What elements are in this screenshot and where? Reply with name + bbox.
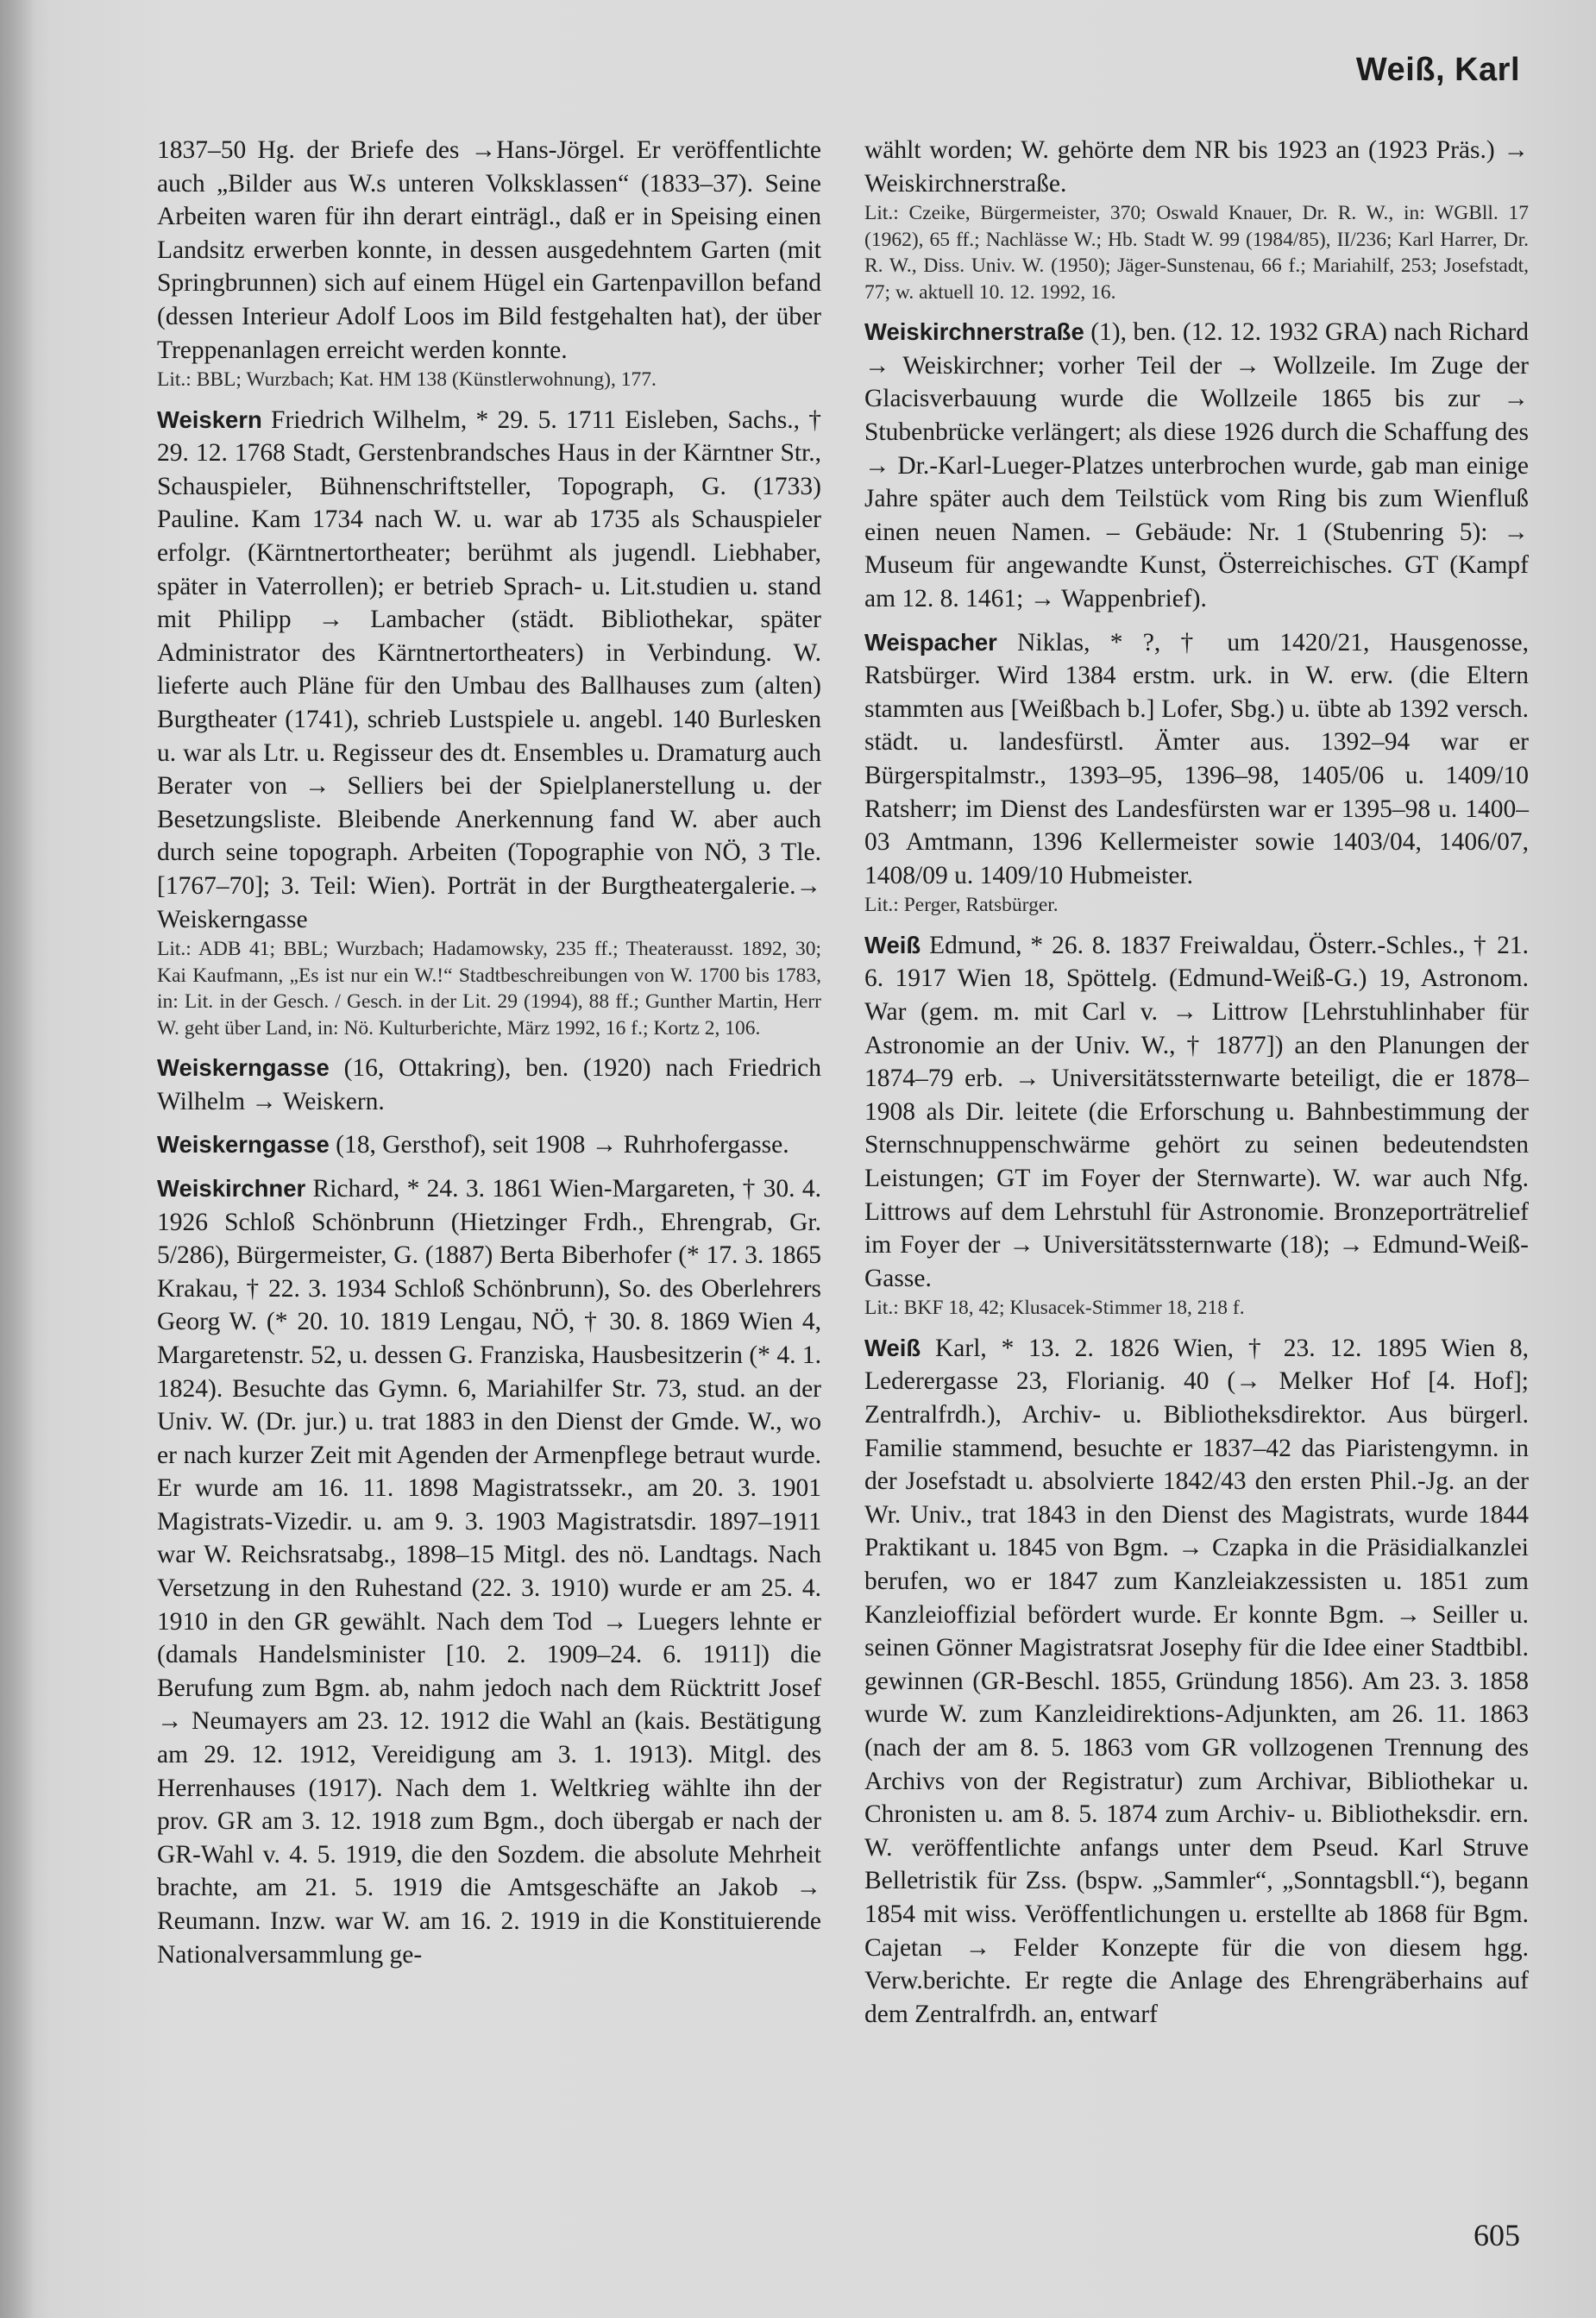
entry-literature: Lit.: ADB 41; BBL; Wurzbach; Hadamowsky, 235 ff.; Theaterausst. 1892, 30; Kai Kaufmann, „Es ist nur ein W.!“ Stadtbeschreibungen von W. 1700 bis 1783, in: Lit. in der Gesch. / Gesch. in der Lit. 29 (1994), 88 ff.; Gunther Martin, Herr W. geht über Land, in: Nö. Kulturberichte, März 1992, 16 f.; Kortz 2, 106. bbox=[157, 938, 821, 1040]
entry-lemma: Weiskerngasse bbox=[157, 1054, 330, 1082]
entry-lemma: Weiß bbox=[864, 1334, 921, 1361]
entry-weiss-karl bbox=[864, 1332, 1529, 2031]
entry-continuation-right bbox=[864, 134, 1529, 305]
entry-literature: Lit.: BBL; Wurzbach; Kat. HM 138 (Künstlerwohnung), 177. bbox=[157, 368, 657, 392]
entry-text bbox=[157, 1052, 821, 1118]
entry-lemma: Weiskirchner bbox=[157, 1174, 306, 1202]
entry-body: Karl, * 13. 2. 1826 Wien, † 23. 12. 1895 Wien 8, Lederergasse 23, Florianig. 40 (→ Melker Hof [4. Hof]; Zentralfrdh.), Archiv- u. Bibliotheksdirektor. Aus bürgerl. Familie stammend, besuchte er 1837–42 das Piaristengymn. in der Josefstadt u. absolvierte 1842/43 den ersten Phil.-Jg. an der Wr. Univ., trat 1843 in den Dienst des Magistrats, wurde 1844 Praktikant u. 1845 von Bgm. → Czapka in die Präsidialkanzlei berufen, wo er 1847 zum Kanzleiakzessisten u. 1851 zum Kanzleioffizial befördert wurde. Er konnte Bgm. → Seiller u. seinen Gönner Magistratsrat Josephy für die Idee einer Stadtbibl. gewinnen (GR-Beschl. 1855, Gründung 1856). Am 23. 3. 1858 wurde W. zum Kanzleidirektions-Adjunkten, am 26. 11. 1863 (nach der am 8. 5. 1863 vom GR vollzogenen Trennung des Archivs von der Registratur) zum Archivar, Bibliothekar u. Chronisten u. am 8. 5. 1874 zum Archiv- u. Bibliotheksdir. ern. W. veröffentlichte anfangs unter dem Pseud. Karl Struve Belletristik für Zss. (bspw. „Sammler“, „Sonntagsbll.“), begann 1854 mit wiss. Veröffentlichungen u. erstellte ab 1868 für Bgm. Cajetan → Felder Konzepte für die von diesem hgg. Verw.berichte. Er regte die Anlage des Ehrengräberhains auf dem Zentralfrdh. an, entwarf bbox=[864, 1334, 1529, 2028]
entry-body: (1), ben. (12. 12. 1932 GRA) nach Richard → Weiskirchner; vorher Teil der → Wollzeile. Im Zuge der Glacisverbauung wurde die Wollzeile 1865 bis zur → Stubenbrücke verlängert; als diese 1926 durch die Schaffung des → Dr.-Karl-Lueger-Platzes unterbrochen wurde, gab man einige Jahre später auch dem Teilstück vom Ring bis zum Wienfluß einen neuen Namen. – Gebäude: Nr. 1 (Stubenring 5): → Museum für angewandte Kunst, Österreichisches. GT (Kampf am 12. 8. 1461; → Wappenbrief). bbox=[864, 318, 1529, 612]
left-column bbox=[157, 134, 821, 1982]
entry-weiss-edmund bbox=[864, 929, 1529, 1322]
entry-literature: Lit.: Czeike, Bürgermeister, 370; Oswald Knauer, Dr. R. W., in: WGBll. 17 (1962), 65 ff.; Nachlässe W.; Hb. Stadt W. 99 (1984/85), II/236; Karl Harrer, Dr. R. W., Diss. Univ. W. (1950); Jäger-Sunstenau, 66 f.; Mariahilf, 253; Josefstadt, 77; w. aktuell 10. 12. 1992, 16. bbox=[864, 202, 1529, 304]
entry-text bbox=[157, 134, 821, 367]
entry-text bbox=[157, 1172, 821, 1971]
entry-body: 1837–50 Hg. der Briefe des →Hans-Jörgel. Er veröffentlichte auch „Bilder aus W.s unteren Volksklassen“ (1833–37). Seine Arbeiten waren für ihn derart einträgl., daß er in Speising einen Landsitz erwerben konnte, in dessen ausgedehntem Garten (mit Springbrunnen) sich auf einem Hügel ein Gartenpavillon befand (dessen Interieur Adolf Loos im Bild festgehalten hat), der über Treppenanlagen erreicht werden konnte. bbox=[157, 136, 821, 364]
entry-text bbox=[864, 626, 1529, 893]
entry-literature: Lit.: Perger, Ratsbürger. bbox=[864, 894, 1059, 917]
entry-text bbox=[157, 404, 821, 937]
entry-text bbox=[864, 1332, 1529, 2031]
entry-weiskirchnerstrasse bbox=[864, 316, 1529, 615]
running-head: Weiß, Karl bbox=[1355, 52, 1520, 88]
page-number: 605 bbox=[1473, 2218, 1520, 2252]
entry-text bbox=[864, 316, 1529, 615]
entry-lemma: Weiskirchnerstraße bbox=[864, 318, 1084, 346]
entry-body: wählt worden; W. gehörte dem NR bis 1923 an (1923 Präs.) → Weiskirchnerstraße. bbox=[864, 136, 1529, 198]
entry-continuation-left bbox=[157, 134, 821, 393]
entry-weispacher bbox=[864, 626, 1529, 919]
entry-body: Edmund, * 26. 8. 1837 Freiwaldau, Österr.-Schles., † 21. 6. 1917 Wien 18, Spöttelg. (Edmund-Weiß-G.) 19, Astronom. War (gem. m. mit Carl v. → Littrow [Lehrstuhlinhaber für Astronomie an der Univ. W., † 1877]) an den Planungen der 1874–79 erb. → Universitätssternwarte beteiligt, die er 1878–1908 als Dir. leitete (die Erforschung u. Bahnbestimmung der Sternschnuppenschwärme gehört zu seinen bedeutendsten Leistungen; GT im Foyer der Sternwarte). W. war auch Nfg. Littrows auf dem Lehrstuhl für Astronomie. Bronzeporträtrelief im Foyer der → Universitätssternwarte (18); → Edmund-Weiß-Gasse. bbox=[864, 931, 1529, 1292]
gutter-shadow bbox=[0, 0, 35, 2318]
entry-body: Richard, * 24. 3. 1861 Wien-Margareten, † 30. 4. 1926 Schloß Schönbrunn (Hietzinger Frdh., Ehrengrab, Gr. 5/286), Bürgermeister, G. (1887) Berta Biberhofer (* 17. 3. 1865 Krakau, † 22. 3. 1934 Schloß Schönbrunn), So. des Oberlehrers Georg W. (* 20. 10. 1819 Lengau, NÖ, † 30. 8. 1869 Wien 4, Margaretenstr. 52, u. dessen G. Franziska, Hausbesitzerin (* 4. 1. 1824). Besuchte das Gymn. 6, Mariahilfer Str. 73, stud. an der Univ. W. (Dr. jur.) u. trat 1883 in den Dienst der Gmde. W., wo er nach kurzer Zeit mit Agenden der Armenpflege betraut wurde. Er wurde am 16. 11. 1898 Magistratssekr., am 20. 3. 1901 Magistrats-Vizedir. u. am 9. 3. 1903 Magistratsdir. 1897–1911 war W. Reichsratsabg., 1898–15 Mitgl. des nö. Landtags. Nach Versetzung in den Ruhestand (22. 3. 1910) wurde er am 25. 4. 1910 in den GR gewählt. Nach dem Tod → Luegers lehnte er (damals Handelsminister [10. 2. 1909–24. 6. 1911]) die Berufung zum Bgm. ab, nahm jedoch nach dem Rücktritt Josef → Neumayers am 23. 12. 1912 die Wahl an (kais. Bestätigung am 29. 12. 1912, Vereidigung am 3. 1. 1913). Mitgl. des Herrenhauses (1917). Nach dem 1. Weltkrieg wählte ihn der prov. GR am 3. 12. 1918 zum Bgm., doch übergab er nach der GR-Wahl v. 4. 5. 1919, die den Sozdem. die absolute Mehrheit brachte, am 21. 5. 1919 die Amtsgeschäfte an Jakob → Reumann. Inzw. war W. am 16. 2. 1919 in die Konstituierende Nationalversammlung ge- bbox=[157, 1174, 821, 1969]
entry-weiskerngasse-18 bbox=[157, 1128, 821, 1162]
entry-text bbox=[864, 134, 1529, 200]
entry-lemma: Weispacher bbox=[864, 628, 997, 656]
entry-weiskern bbox=[157, 404, 821, 1042]
entry-lemma: Weiskern bbox=[157, 405, 262, 433]
entry-body: (18, Gersthof), seit 1908 → Ruhrhofergasse. bbox=[329, 1131, 789, 1159]
entry-lemma: Weiskerngasse bbox=[157, 1131, 330, 1159]
entry-body: Niklas, * ?, † um 1420/21, Hausgenosse, Ratsbürger. Wird 1384 erstm. urk. in W. erw. (die Eltern stammten aus [Weißbach b.] Lofer, Sbg.) u. übte ab 1392 versch. städt. u. landesfürstl. Ämter aus. 1392–94 war er Bürgerspitalmstr., 1393–95, 1396–98, 1405/06 u. 1409/10 Ratsherr; im Dienst des Landesfürsten war er 1395–98 u. 1400–03 Amtmann, 1396 Kellermeister sowie 1403/04, 1406/07, 1408/09 u. 1409/10 Hubmeister. bbox=[864, 628, 1529, 889]
entry-lemma: Weiß bbox=[864, 931, 921, 958]
entry-weiskirchner bbox=[157, 1172, 821, 1971]
entry-text bbox=[864, 929, 1529, 1296]
entry-body: Friedrich Wilhelm, * 29. 5. 1711 Eisleben, Sachs., † 29. 12. 1768 Stadt, Gerstenbrandsches Haus in der Kärntner Str., Schauspieler, Bühnenschriftsteller, Topograph, G. (1733) Pauline. Kam 1734 nach W. u. war ab 1735 als Schauspieler erfolgr. (Kärntnertortheater; berühmt als jugendl. Liebhaber, später in Vaterrollen); er betrieb Sprach- u. Lit.studien u. stand mit Philipp → Lambacher (städt. Bibliothekar, später Administrator des Kärntnertortheaters) in Verbindung. W. lieferte auch Pläne für den Umbau des Ballhauses zum (alten) Burgtheater (1741), schrieb Lustspiele u. angebl. 140 Burlesken u. war als Ltr. u. Regisseur des dt. Ensembles u. Dramaturg auch Berater von → Selliers bei der Spielplanerstellung u. der Besetzungsliste. Bleibende Anerkennung fand W. aber auch durch seine topograph. Arbeiten (Topographie von NÖ, 3 Tle. [1767–70]; 3. Teil: Wien). Porträt in der Burgtheatergalerie.→ Weiskerngasse bbox=[157, 405, 821, 933]
right-column bbox=[864, 134, 1529, 2041]
entry-text bbox=[157, 1128, 821, 1162]
entry-weiskerngasse-16 bbox=[157, 1052, 821, 1118]
entry-body: (16, Ottakring), ben. (1920) nach Friedrich Wilhelm → Weiskern. bbox=[157, 1054, 821, 1115]
entry-literature: Lit.: BKF 18, 42; Klusacek-Stimmer 18, 218 f. bbox=[864, 1297, 1245, 1320]
